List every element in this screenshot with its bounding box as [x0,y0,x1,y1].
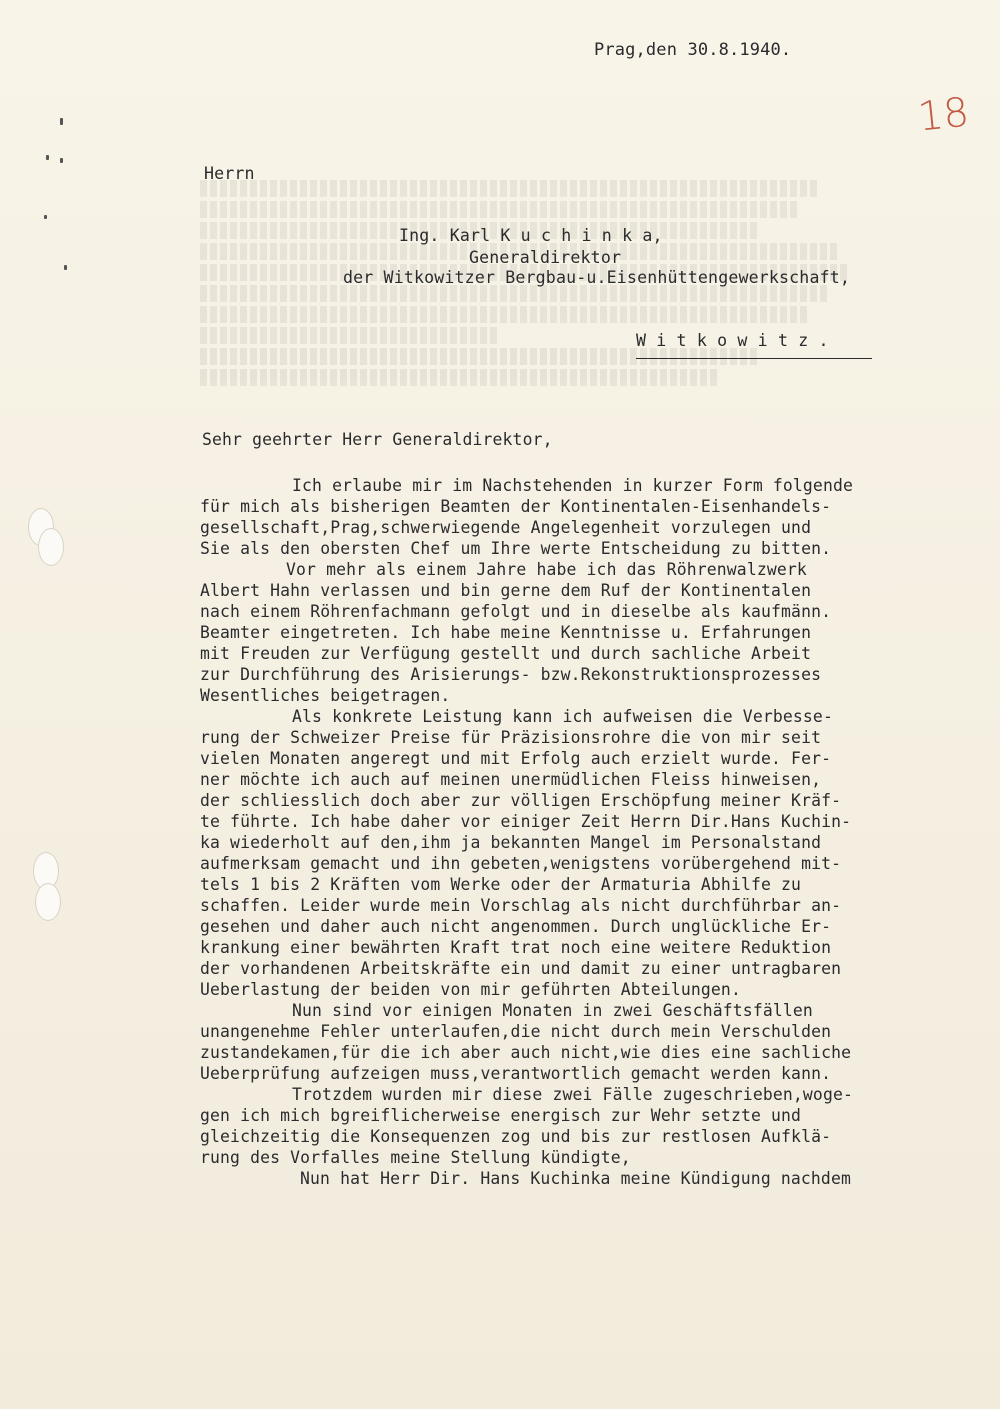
city-underline [636,358,872,359]
body-line: tels 1 bis 2 Kräften vom Werke oder der Armaturia Abhilfe zu [200,875,802,894]
body-line: te führte. Ich habe daher vor einiger Zeit Herrn Dir.Hans Kuchin- [200,812,852,831]
staple-mark [64,265,67,270]
body-line: ner möchte ich auch auf meinen unermüdlichen Fleiss hinweisen, [200,770,822,789]
body-line: für mich als bisherigen Beamten der Kontinentalen-Eisenhandels- [200,497,832,516]
page-number: 18 [915,89,972,141]
body-line: nach einem Röhrenfachmann gefolgt und in dieselbe als kaufmänn. [200,602,832,621]
body-line: Als konkrete Leistung kann ich aufweisen die Verbesse- [292,707,833,726]
body-line: Nun sind vor einigen Monaten in zwei Geschäftsfällen [292,1001,813,1020]
body-line: zustandekamen,für die ich aber auch nicht,wie dies eine sachliche [200,1043,852,1062]
body-line: gleichzeitig die Konsequenzen zog und bis zur restlosen Aufklä- [200,1127,832,1146]
recipient-title: Generaldirektor [469,248,622,267]
body-line: mit Freuden zur Verfügung gestellt und durch sachliche Arbeit [200,644,812,663]
punch-hole [38,528,64,566]
body-line: aufmerksam gemacht und ihn gebeten,wenigstens vorübergehend mit- [200,854,842,873]
recipient-company: der Witkowitzer Bergbau-u.Eisenhüttengewerkschaft, [343,268,851,287]
body-line: rung der Schweizer Preise für Präzisionsrohre die von mir seit [200,728,822,747]
body-line: vielen Monaten angeregt und mit Erfolg auch erzielt wurde. Fer- [200,749,832,768]
body-line: Ich erlaube mir im Nachstehenden in kurzer Form folgende [292,476,854,495]
body-line: gesehen und daher auch nicht angenommen. Durch unglückliche Er- [200,917,832,936]
body-line: gesellschaft,Prag,schwerwiegende Angelegenheit vorzulegen und [200,518,812,537]
body-line: Ueberlastung der beiden von mir geführten Abteilungen. [200,980,741,999]
body-line: Sie als den obersten Chef um Ihre werte Entscheidung zu bitten. [200,539,832,558]
body-line: Albert Hahn verlassen und bin gerne dem Ruf der Kontinentalen [200,581,812,600]
body-line: ka wiederholt auf den,ihm ja bekannten Mangel im Personalstand [200,833,822,852]
recipient-name: Ing. Karl K u c h i n k a, [399,226,663,245]
body-line: rung des Vorfalles meine Stellung kündigte, [200,1148,631,1167]
staple-mark [44,215,47,219]
body-line: Wesentliches beigetragen. [200,686,451,705]
body-line: unangenehme Fehler unterlaufen,die nicht durch mein Verschulden [200,1022,832,1041]
body-line: gen ich mich bgreiflicherweise energisch zur Wehr setzte und [200,1106,802,1125]
body-line: Trotzdem wurden mir diese zwei Fälle zugeschrieben,woge- [292,1085,854,1104]
body-line: Nun hat Herr Dir. Hans Kuchinka meine Kündigung nachdem [300,1169,851,1188]
body-line: Beamter eingetreten. Ich habe meine Kenntnisse u. Erfahrungen [200,623,812,642]
recipient-salutation: Herrn [204,164,255,183]
greeting: Sehr geehrter Herr Generaldirektor, [202,430,553,449]
letter-date: Prag,den 30.8.1940. [594,40,792,60]
staple-mark [60,118,63,125]
punch-hole [35,883,61,921]
body-line: schaffen. Leider wurde mein Vorschlag als nicht durchführbar an- [200,896,842,915]
body-line: zur Durchführung des Arisierungs- bzw.Rekonstruktionsprozesses [200,665,822,684]
staple-mark [46,155,49,160]
body-line: der schliesslich doch aber zur völligen Erschöpfung meiner Kräf- [200,791,842,810]
body-line: Vor mehr als einem Jahre habe ich das Röhrenwalzwerk [286,560,807,579]
staple-mark [60,158,63,163]
body-line: Ueberprüfung aufzeigen muss,verantwortlich gemacht werden kann. [200,1064,832,1083]
body-line: krankung einer bewährten Kraft trat noch eine weitere Reduktion [200,938,832,957]
recipient-city: W i t k o w i t z . [636,331,829,350]
body-line: der vorhandenen Arbeitskräfte ein und damit zu einer untragbaren [200,959,842,978]
